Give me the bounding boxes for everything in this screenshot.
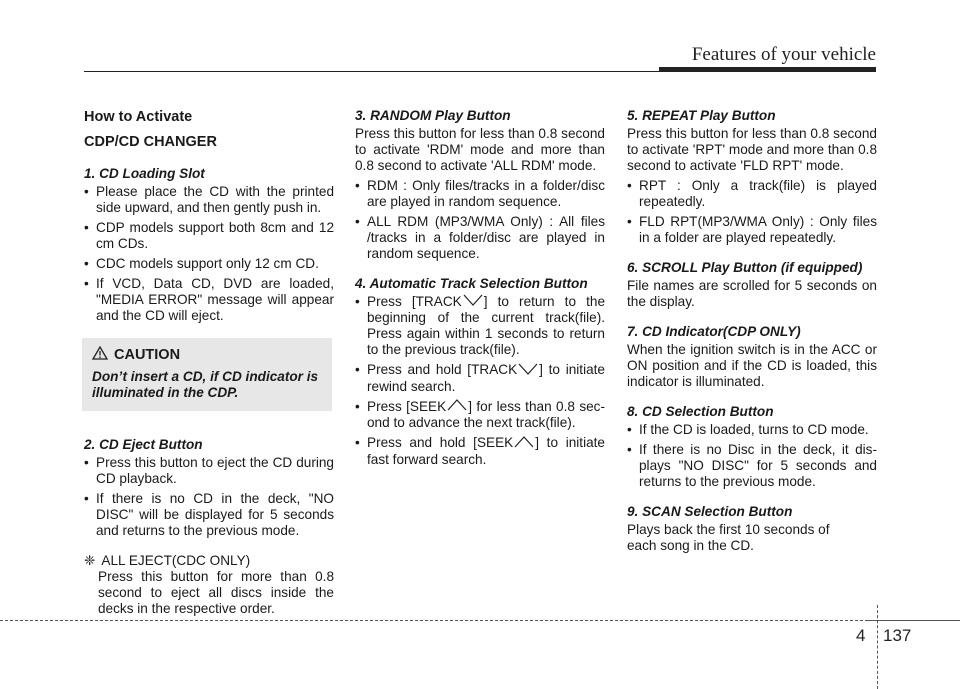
list-item [355, 362, 605, 394]
chevron-down-icon [518, 363, 538, 379]
item-text: ] to return to the beginning of the current track(file). Press again within 1 seconds to return to the previous track(file). [367, 294, 606, 358]
list-item [355, 294, 605, 358]
list-item: • CDC models support only 12 cm CD. [84, 256, 334, 272]
random-play-button-title: 3. RANDOM Play Button [355, 108, 511, 123]
item-text: ] to initiate fast forward search. [367, 435, 605, 467]
footer-rule-right [868, 620, 960, 621]
item-text: Press [SEEK [367, 398, 447, 414]
repeat-play-text: Press this button for less than 0.8 second to activate 'RPT' mode and more than 0.8 second to activate 'FLD RPT' mode. [627, 126, 878, 173]
note-text: Press this button for more than 0.8 second to eject all discs inside the decks in the respective order. [98, 569, 334, 616]
list-item: • RDM : Only files/tracks in a folder/disc are played in random sequence. [355, 178, 605, 210]
scroll-play-button-title: 6. SCROLL Play Button (if equipped) [627, 260, 863, 275]
note-block [84, 553, 334, 617]
cd-eject-list [84, 455, 334, 539]
page-header-title: Features of your vehicle [691, 44, 876, 65]
warning-triangle-icon [92, 346, 108, 364]
page-number: 137 [883, 626, 912, 645]
chevron-up-icon [514, 436, 534, 452]
list-item [355, 435, 605, 467]
random-play-text: Press this button for less than 0.8 second to activate 'RDM' mode and more than 0.8 second to activate 'ALL RDM' mode. [355, 126, 605, 173]
footer-rule [0, 620, 868, 621]
cd-loading-slot-title: 1. CD Loading Slot [84, 166, 205, 181]
caution-title: CAUTION [114, 347, 181, 363]
note-symbol-icon: ❈ [84, 553, 96, 568]
column-2 [355, 108, 605, 482]
section-subheading: CDP/CD CHANGER [84, 134, 217, 150]
item-text: ] to initiate rewind search. [367, 362, 605, 394]
list-item: • If there is no Disc in the deck, it dis- plays "NO DISC" for 5 seconds and returns to the previous mode. [627, 442, 877, 490]
list-item: • If there is no CD in the deck, "NO DISC" will be displayed for 5 seconds and returns to the previous mode. [84, 491, 334, 539]
chevron-up-icon [447, 399, 467, 415]
caution-text: Don’t insert a CD, if CD indicator is illuminated in the CDP. [92, 369, 319, 400]
cd-selection-list [627, 422, 877, 490]
item-text: ] for less than 0.8 sec- ond to advance the next track(file). [367, 398, 605, 431]
list-item [355, 399, 605, 431]
column-1 [84, 108, 334, 617]
cd-loading-slot-list [84, 184, 334, 324]
list-item: • If VCD, Data CD, DVD are loaded, "MEDIA ERROR" message will appear and the CD will eject. [84, 276, 334, 324]
chevron-down-icon [463, 294, 483, 310]
note-title: ALL EJECT(CDC ONLY) [101, 553, 251, 568]
chapter-number: 4 [856, 626, 866, 645]
list-item: • ALL RDM (MP3/WMA Only) : All files /tracks in a folder/disc are played in random sequence. [355, 214, 605, 262]
section-heading: How to Activate [84, 109, 193, 125]
scroll-play-text: File names are scrolled for 5 seconds on the display. [627, 278, 877, 309]
random-play-list [355, 178, 605, 262]
list-item: • RPT : Only a track(file) is played repeatedly. [627, 178, 877, 210]
cd-indicator-title: 7. CD Indicator(CDP ONLY) [627, 324, 801, 339]
list-item: • If the CD is loaded, turns to CD mode. [627, 422, 877, 438]
caution-box [82, 338, 332, 411]
track-selection-title: 4. Automatic Track Selection Button [355, 276, 588, 291]
repeat-play-button-title: 5. REPEAT Play Button [627, 108, 776, 123]
list-item: • CDP models support both 8cm and 12 cm CDs. [84, 220, 334, 252]
column-3 [627, 108, 877, 558]
track-selection-list [355, 294, 605, 468]
cd-indicator-text: When the ignition switch is in the ACC or ON position and if the CD is loaded, this indicator is illuminated. [627, 342, 877, 389]
scan-selection-button-title: 9. SCAN Selection Button [627, 504, 793, 519]
scan-selection-text: Plays back the first 10 seconds of each song in the CD. [627, 522, 830, 553]
footer-divider [877, 605, 879, 689]
list-item: • FLD RPT(MP3/WMA Only) : Only files in a folder are played repeatedly. [627, 214, 877, 246]
cd-eject-button-title: 2. CD Eject Button [84, 437, 203, 452]
header-rule-accent [659, 67, 876, 72]
item-text: Press [TRACK [367, 294, 462, 309]
item-text: Press and hold [SEEK [367, 435, 514, 451]
list-item: • Please place the CD with the printed side upward, and then gently push in. [84, 184, 334, 216]
list-item: • Press this button to eject the CD during CD playback. [84, 455, 334, 487]
cd-selection-button-title: 8. CD Selection Button [627, 404, 774, 419]
item-text: Press and hold [TRACK [367, 362, 518, 378]
repeat-play-list [627, 178, 877, 246]
